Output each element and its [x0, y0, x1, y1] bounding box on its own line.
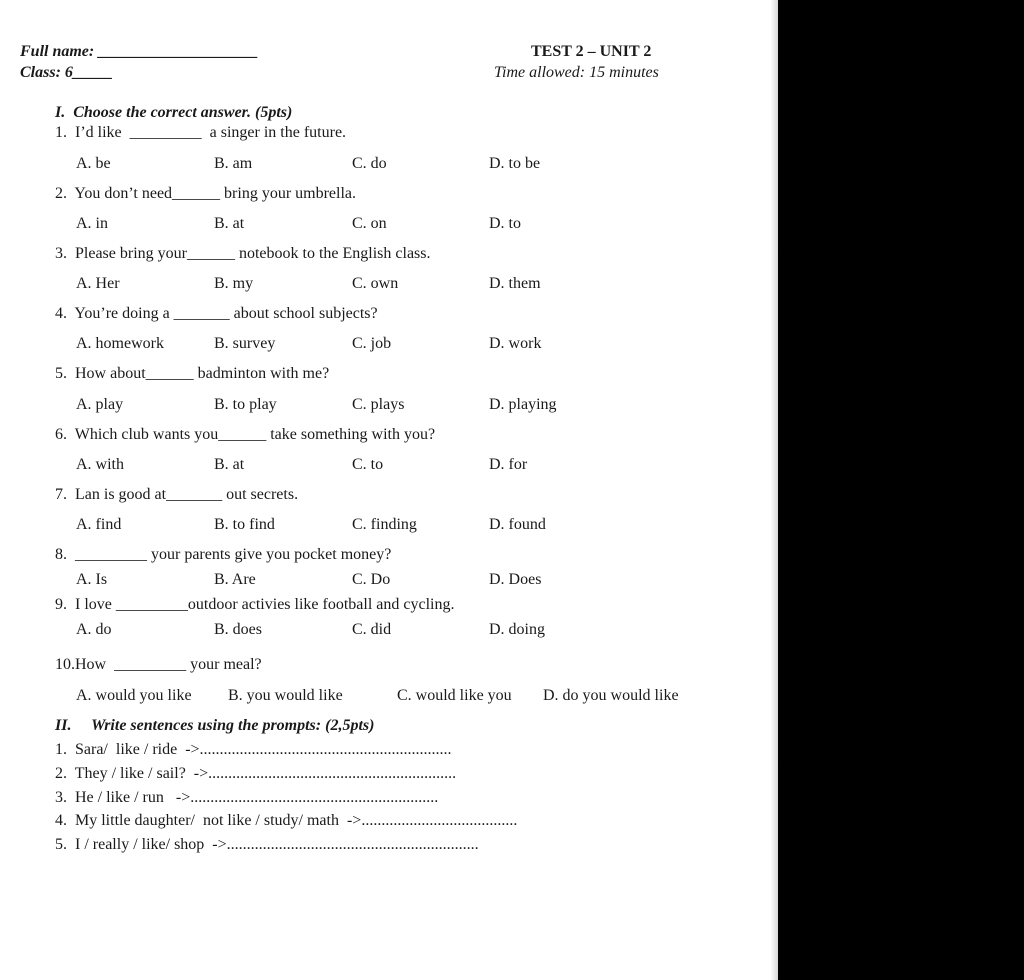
- question-stem: 7. Lan is good at_______ out secrets.: [55, 486, 299, 503]
- option-b: B. to play: [214, 396, 277, 413]
- question-stem: 3. Please bring your______ notebook to the English class.: [55, 245, 431, 262]
- time-allowed: Time allowed: 15 minutes: [494, 64, 659, 81]
- page-edge-shadow: [770, 0, 778, 980]
- option-b: B. am: [214, 155, 253, 172]
- option-d: D. them: [489, 275, 541, 292]
- section2-title: II. Write sentences using the prompts: (2,5pts): [55, 717, 375, 734]
- option-a: A. homework: [76, 335, 164, 352]
- option-d: D. work: [489, 335, 542, 352]
- question-stem: 6. Which club wants you______ take something with you?: [55, 426, 436, 443]
- prompt-item: 1. Sara/ like / ride ->...............................................................: [55, 741, 452, 758]
- prompt-item: 3. He / like / run ->..............................................................: [55, 789, 439, 806]
- option-a: A. Her: [76, 275, 120, 292]
- class-label: Class: 6_____: [20, 64, 113, 81]
- option-a: A. play: [76, 396, 124, 413]
- question-stem: 10.How _________ your meal?: [55, 656, 262, 673]
- option-d: D. to be: [489, 155, 541, 172]
- option-d: D. found: [489, 516, 546, 533]
- option-b: B. does: [214, 621, 262, 638]
- question-stem: 4. You’re doing a _______ about school subjects?: [55, 305, 378, 322]
- question-stem: 2. You don’t need______ bring your umbrella.: [55, 185, 357, 202]
- test-title: TEST 2 – UNIT 2: [531, 43, 652, 60]
- full-name-label: Full name: ____________________: [20, 43, 259, 60]
- option-b: B. at: [214, 215, 245, 232]
- option-c: C. finding: [352, 516, 417, 533]
- option-b: B. at: [214, 456, 245, 473]
- question-stem: 5. How about______ badminton with me?: [55, 365, 330, 382]
- question-stem: 9. I love _________outdoor activies like football and cycling.: [55, 596, 455, 613]
- option-b: B. Are: [214, 571, 256, 588]
- option-c: C. on: [352, 215, 387, 232]
- option-c: C. job: [352, 335, 392, 352]
- option-c: C. Do: [352, 571, 391, 588]
- option-a: A. do: [76, 621, 112, 638]
- option-c: C. to: [352, 456, 384, 473]
- option-a: A. with: [76, 456, 124, 473]
- option-c: C. own: [352, 275, 399, 292]
- option-d: D. Does: [489, 571, 542, 588]
- option-c: C. do: [352, 155, 387, 172]
- option-d: D. to: [489, 215, 521, 232]
- option-d: D. doing: [489, 621, 545, 638]
- option-b: B. to find: [214, 516, 275, 533]
- option-c: C. would like you: [397, 687, 512, 704]
- option-c: C. plays: [352, 396, 405, 413]
- option-a: A. find: [76, 516, 122, 533]
- prompt-item: 5. I / really / like/ shop ->...............................................................: [55, 836, 479, 853]
- option-a: A. would you like: [76, 687, 192, 704]
- option-a: A. be: [76, 155, 111, 172]
- prompt-item: 4. My little daughter/ not like / study/ math ->.......................................: [55, 812, 518, 829]
- question-stem: 8. _________ your parents give you pocket money?: [55, 546, 392, 563]
- section1-title: I. Choose the correct answer. (5pts): [55, 104, 293, 121]
- option-b: B. you would like: [228, 687, 343, 704]
- option-c: C. did: [352, 621, 392, 638]
- option-d: D. for: [489, 456, 528, 473]
- prompt-item: 2. They / like / sail? ->..............................................................: [55, 765, 457, 782]
- question-stem: 1. I’d like _________ a singer in the future.: [55, 124, 347, 141]
- option-d: D. playing: [489, 396, 557, 413]
- option-b: B. survey: [214, 335, 276, 352]
- option-a: A. Is: [76, 571, 108, 588]
- option-d: D. do you would like: [543, 687, 679, 704]
- option-b: B. my: [214, 275, 254, 292]
- option-a: A. in: [76, 215, 108, 232]
